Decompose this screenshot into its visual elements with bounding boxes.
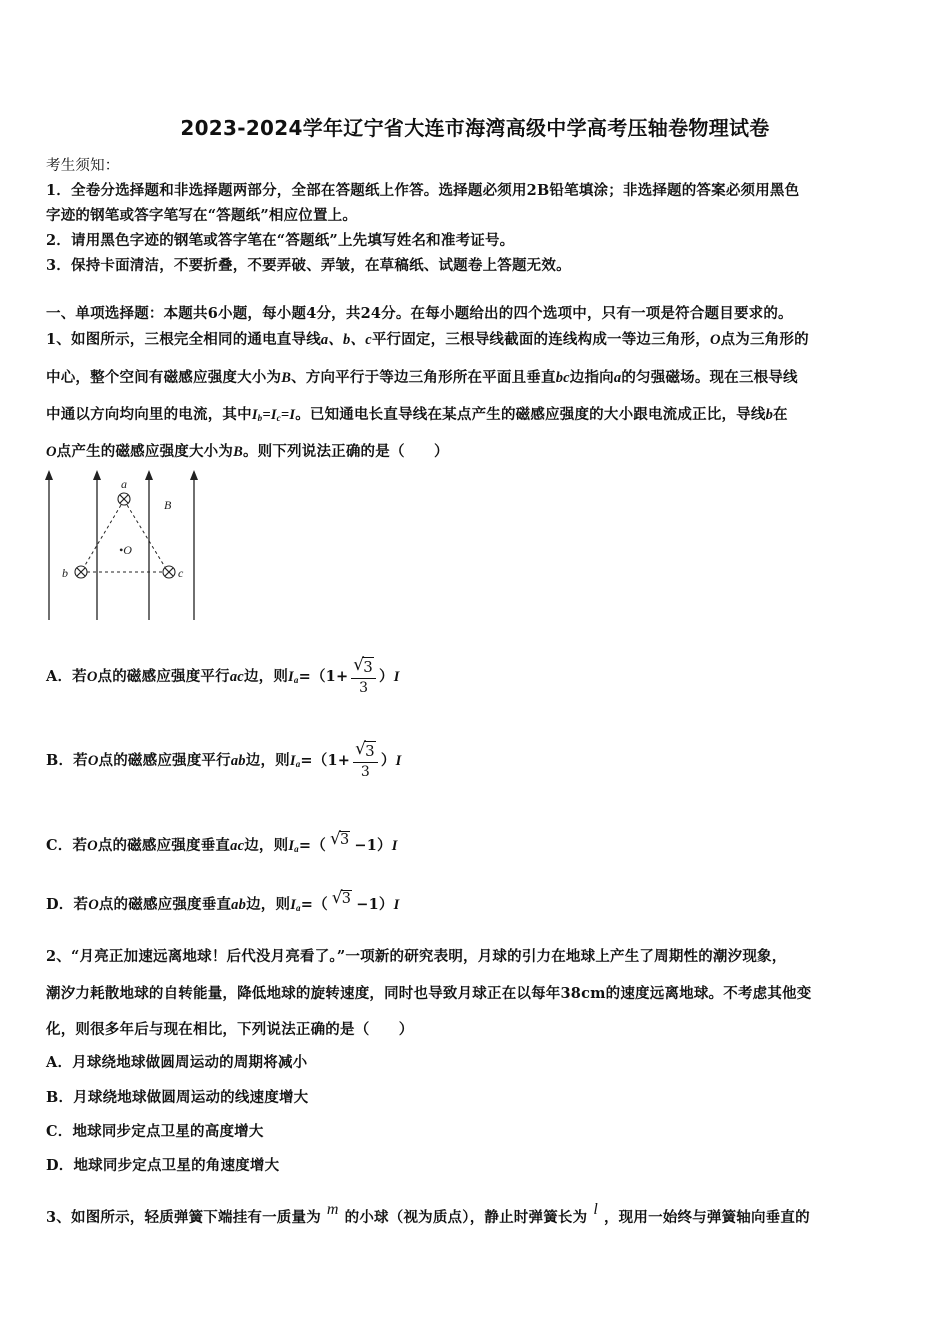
sqrt-3: √ 3: [331, 888, 352, 908]
q1-option-d[interactable]: D．若O点的磁感应强度垂直ab边，则$I_a=$（ √ 3 −1）I: [46, 888, 400, 913]
q1-figure: [40, 466, 205, 626]
q3-line-1: 3、如图所示，轻质弹簧下端挂有一质量为 m 的小球（视为质点），静止时弹簧长为 l ，现用一始终与弹簧轴向垂直的: [46, 1201, 810, 1226]
wire-c-cross-icon: [163, 566, 175, 578]
triangle-dashed: [81, 500, 168, 572]
sqrt-3: √ 3: [329, 829, 350, 849]
wire-a-cross-icon: [118, 493, 130, 505]
q1-option-b[interactable]: B．若O点的磁感应强度平行ab边，则$I_a=(1+$ √ 3 3 ）I: [46, 739, 402, 780]
q2-option-b[interactable]: B．月球绕地球做圆周运动的线速度增大: [46, 1089, 309, 1106]
q1-option-a[interactable]: A．若O点的磁感应强度平行ac边，则$I_a=(1+$ √ 3 3 ）I: [46, 655, 400, 696]
notice-item-1-line-2: 字迹的钢笔或答字笔写在“答题纸”相应位置上。: [46, 207, 358, 224]
q1-line-2: 中心，整个空间有磁感应强度大小为B、方向平行于等边三角形所在平面且垂直bc边指向a的匀强磁场。现在三根导线: [46, 369, 798, 386]
q1-line-1: 1、如图所示，三根完全相同的通电直导线a、b、c平行固定，三根导线截面的连线构成一等边三角形，O点为三角形的: [46, 331, 809, 348]
q1-option-c[interactable]: C．若O点的磁感应强度垂直ac边，则$I_a=$（ √ 3 −1）I: [46, 829, 398, 854]
q2-line-3: 化，则很多年后与现在相比，下列说法正确的是（ ）: [46, 1021, 414, 1038]
label-a: a: [121, 477, 127, 491]
field-arrow-icon: [190, 470, 198, 480]
label-c: c: [178, 566, 184, 580]
fraction-sqrt3-over-3: √ 3 3: [353, 742, 378, 780]
label-O: •O: [119, 543, 132, 557]
field-arrow-icon: [45, 470, 53, 480]
q2-line-2: 潮汐力耗散地球的自转能量，降低地球的旋转速度，同时也导致月球正在以每年38cm的速度远离地球。不考虑其他变: [46, 985, 812, 1002]
notice-heading: 考生须知：: [46, 158, 120, 174]
q2-option-a[interactable]: A．月球绕地球做圆周运动的周期将减小: [46, 1054, 308, 1071]
fraction-sqrt3-over-3: √ 3 3: [351, 658, 376, 696]
section-1-heading: 一、单项选择题：本题共6小题，每小题4分，共24分。在每小题给出的四个选项中，只有一项是符合题目要求的。: [46, 305, 793, 322]
q2-option-c[interactable]: C．地球同步定点卫星的高度增大: [46, 1123, 264, 1140]
q2-line-1: 2、“月亮正加速远离地球！后代没月亮看了。”一项新的研究表明，月球的引力在地球上产生了周期性的潮汐现象，: [46, 948, 787, 965]
q1-line-3: 中通以方向均向里的电流，其中$I_b=I_c=I$。已知通电长直导线在某点产生的磁感应强度的大小跟电流成正比，导线b在: [46, 406, 788, 423]
notice-item-3: 3．保持卡面清洁，不要折叠，不要弄破、弄皱，在草稿纸、试题卷上答题无效。: [46, 257, 571, 274]
field-arrow-icon: [93, 470, 101, 480]
wire-b-cross-icon: [75, 566, 87, 578]
notice-item-2: 2．请用黑色字迹的钢笔或答字笔在“答题纸”上先填写姓名和准考证号。: [46, 232, 515, 249]
q2-option-d[interactable]: D．地球同步定点卫星的角速度增大: [46, 1157, 280, 1174]
field-arrow-icon: [145, 470, 153, 480]
label-b: b: [62, 566, 68, 580]
page-title: 2023-2024学年辽宁省大连市海湾高级中学高考压轴卷物理试卷: [180, 116, 770, 140]
notice-item-1-line-1: 1．全卷分选择题和非选择题两部分，全部在答题纸上作答。选择题必须用2B铅笔填涂；非选择题的答案必须用黑色: [46, 182, 800, 199]
q1-line-4: O点产生的磁感应强度大小为B。则下列说法正确的是（ ）: [46, 443, 449, 460]
label-B: B: [164, 498, 172, 512]
